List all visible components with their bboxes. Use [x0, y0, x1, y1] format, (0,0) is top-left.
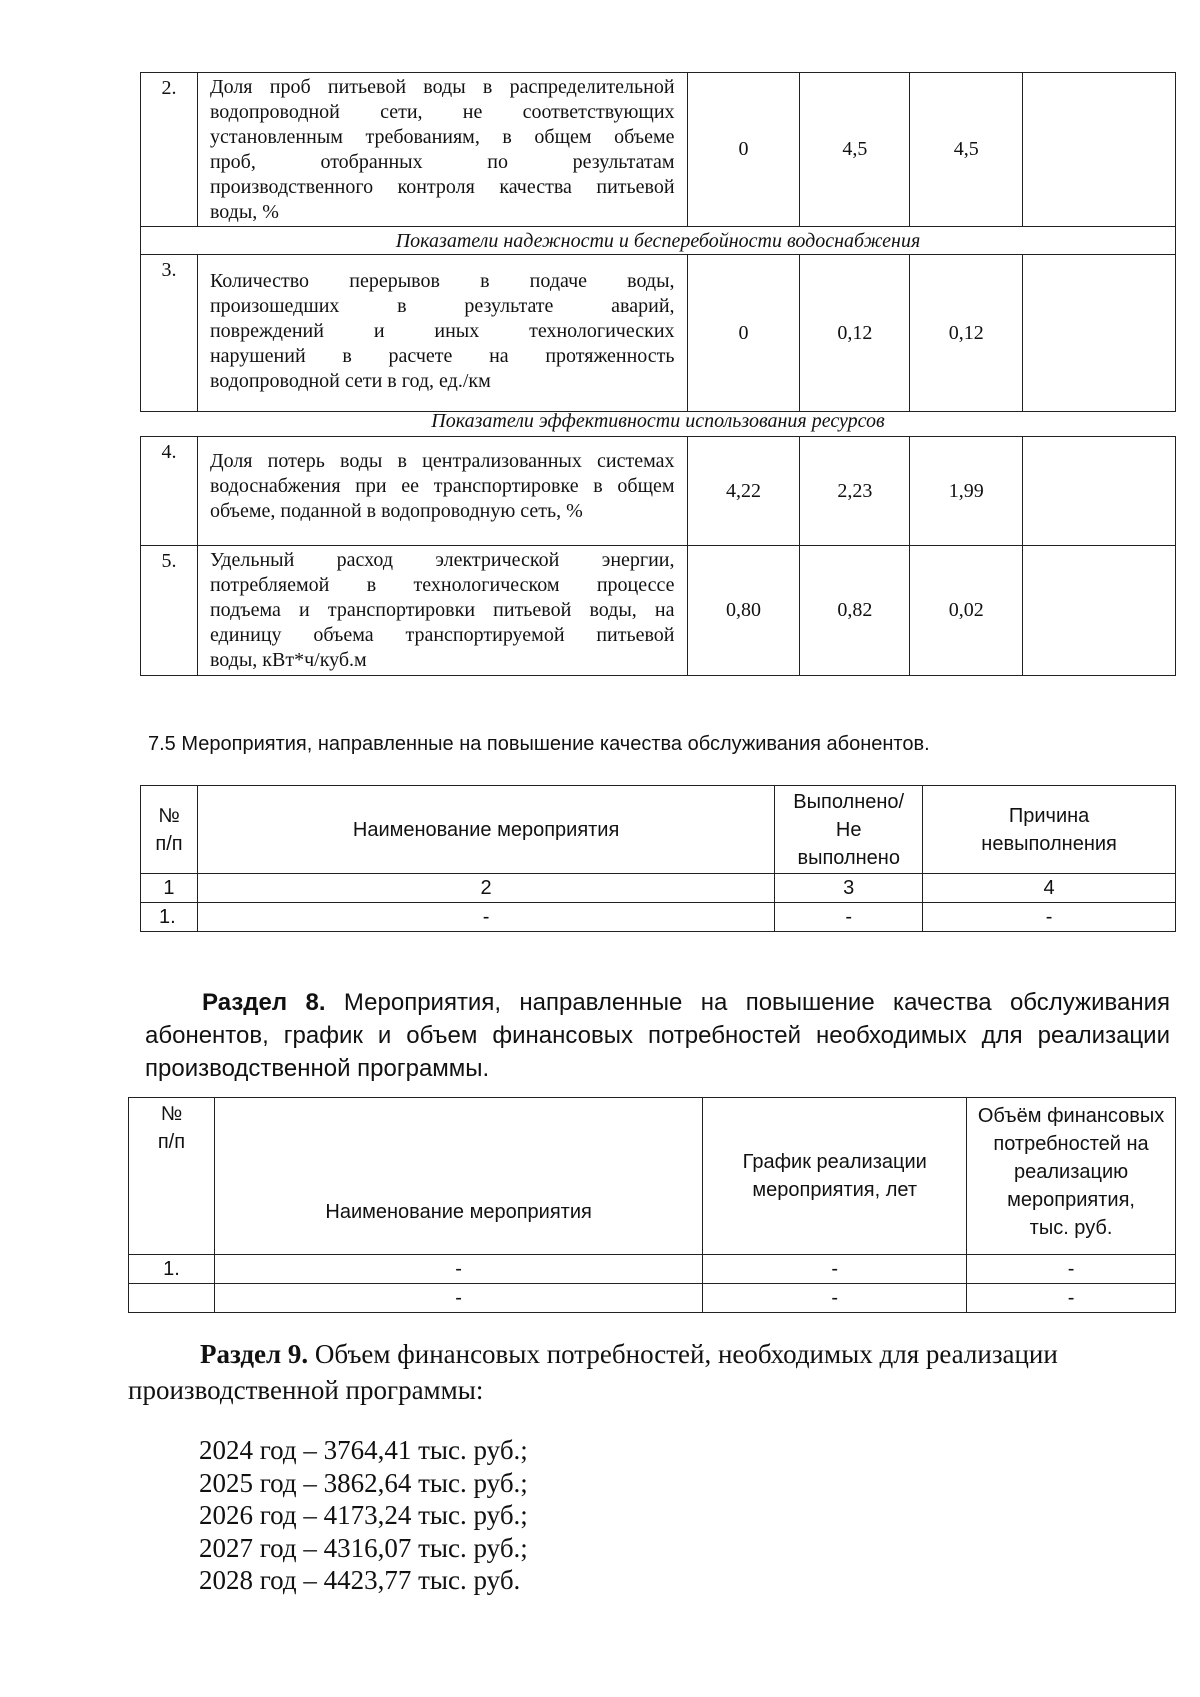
value-cell: 0,12	[910, 255, 1023, 412]
table-row	[141, 73, 1176, 227]
value-cell: 0,12	[800, 255, 910, 412]
header-text: п/п	[157, 1131, 186, 1153]
table-row	[141, 437, 1176, 546]
desc-line: Удельный расход электрической энергии,	[209, 549, 675, 571]
indicator-description	[197, 255, 687, 412]
header-financing	[967, 1098, 1176, 1255]
header-name: Наименование мероприятия	[197, 786, 774, 874]
section-8-text-line: Мероприятия, направленные на повышение качества обслуживания	[343, 989, 1170, 1016]
row-number: 1.	[141, 903, 198, 932]
desc-line: произошедших в результате аварий,	[209, 295, 675, 317]
list-item: 2028 год – 4423,77 тыс. руб.	[199, 1565, 521, 1595]
desc-line: установленным требованиям, в общем объеме	[209, 125, 675, 148]
header-reason	[923, 786, 1176, 874]
desc-line: нарушений в расчете на протяженность	[209, 345, 675, 367]
row-number	[129, 1284, 215, 1313]
value-cell: 0,80	[687, 546, 800, 676]
header-text: №	[160, 1103, 183, 1125]
value-cell	[1023, 255, 1176, 412]
desc-line: водоснабжения при ее транспортировке в общем	[209, 475, 675, 497]
index-cell: 4	[923, 874, 1176, 903]
category-heading: Показатели надежности и бесперебойности водоснабжения	[141, 227, 1176, 255]
header-num	[129, 1098, 215, 1255]
table-row	[129, 1255, 1176, 1284]
desc-line: объеме, поданной в водопроводную сеть, %	[209, 500, 583, 522]
desc-line: водопроводной сети, не соответствующих	[209, 100, 675, 123]
row-number: 5.	[141, 546, 198, 676]
header-text: №	[158, 804, 180, 827]
list-item: 2027 год – 4316,07 тыс. руб.;	[199, 1532, 528, 1563]
index-row	[141, 874, 1176, 903]
indicator-description	[197, 73, 687, 227]
header-text: Выполнено/	[793, 790, 905, 813]
value-cell: 4,22	[687, 437, 800, 546]
index-cell: 3	[775, 874, 923, 903]
section-8-line1	[145, 986, 1170, 1019]
desc-line: единицу объема транспортируемой питьевой	[209, 624, 675, 646]
desc-line: подъема и транспортировки питьевой воды, на	[209, 599, 675, 621]
category-row	[141, 227, 1176, 255]
value-cell: 1,99	[910, 437, 1023, 546]
header-name: Наименование мероприятия	[214, 1098, 702, 1255]
desc-line: воды, кВт*ч/куб.м	[209, 649, 367, 671]
measures-table-7-5	[140, 785, 1176, 932]
category-heading: Показатели эффективности использования ресурсов	[431, 410, 885, 432]
header-text: Причина	[1008, 804, 1090, 827]
header-text: мероприятия, лет	[752, 1179, 918, 1201]
cell: -	[703, 1284, 967, 1313]
header-text: выполнено	[797, 846, 900, 869]
table-row	[129, 1284, 1176, 1313]
list-item: 2024 год – 3764,41 тыс. руб.;	[199, 1435, 528, 1465]
measures-table-8	[128, 1097, 1176, 1313]
list-item: 2026 год – 4173,24 тыс. руб.;	[199, 1500, 528, 1530]
indicators-table-bottom	[140, 436, 1176, 676]
cell: -	[214, 1255, 702, 1284]
desc-line: Доля проб питьевой воды в распределительной	[209, 75, 675, 98]
header-text: Объём финансовых	[977, 1105, 1165, 1127]
header-text: п/п	[155, 832, 183, 855]
desc-line: потребляемой в технологическом процессе	[209, 574, 675, 596]
desc-line: водопроводной сети в год, ед./км	[209, 370, 491, 392]
cell: -	[214, 1284, 702, 1313]
cell: -	[923, 903, 1176, 932]
header-text: тыс. руб.	[1029, 1217, 1113, 1239]
value-cell	[1023, 437, 1176, 546]
section-8-text-line: абонентов, график и объем финансовых потребностей необходимых для реализации	[145, 1022, 1170, 1049]
section-8-label: Раздел 8.	[202, 989, 326, 1016]
cell: -	[775, 903, 923, 932]
index-cell: 2	[197, 874, 774, 903]
table-row	[141, 255, 1176, 412]
header-text: мероприятия,	[1007, 1189, 1135, 1211]
row-number: 3.	[141, 255, 198, 412]
desc-line: производственного контроля качества питьевой	[209, 175, 675, 198]
row-number: 1.	[129, 1255, 215, 1284]
header-num	[141, 786, 198, 874]
cell: -	[967, 1255, 1176, 1284]
value-cell: 0	[687, 255, 800, 412]
section-9-label: Раздел 9.	[200, 1339, 309, 1369]
header-text: Не	[835, 818, 862, 841]
section-9-text	[128, 1336, 1128, 1408]
table-header-row	[129, 1098, 1176, 1255]
value-cell: 0,82	[800, 546, 910, 676]
desc-line: воды, %	[209, 200, 279, 223]
table-header-row	[141, 786, 1176, 874]
table-row	[141, 903, 1176, 932]
desc-line: проб, отобранных по результатам	[209, 150, 675, 173]
row-number: 4.	[141, 437, 198, 546]
table-row	[141, 546, 1176, 676]
section-9-text-line: производственной программы:	[128, 1375, 484, 1405]
cell: -	[197, 903, 774, 932]
value-cell	[1023, 73, 1176, 227]
header-text: невыполнения	[981, 832, 1117, 855]
desc-line: Доля потерь воды в централизованных системах	[209, 450, 675, 472]
cell: -	[703, 1255, 967, 1284]
index-cell: 1	[141, 874, 198, 903]
financing-by-year-list	[199, 1434, 528, 1597]
header-done	[775, 786, 923, 874]
indicators-table-top	[140, 72, 1176, 412]
value-cell: 2,23	[800, 437, 910, 546]
desc-line: Количество перерывов в подаче воды,	[209, 270, 675, 292]
indicator-description	[197, 546, 687, 676]
value-cell: 4,5	[910, 73, 1023, 227]
section-9-line1	[128, 1336, 1128, 1372]
row-number: 2.	[141, 73, 198, 227]
value-cell: 0,02	[910, 546, 1023, 676]
desc-line: повреждений и иных технологических	[209, 320, 675, 342]
value-cell: 4,5	[800, 73, 910, 227]
header-text: потребностей на	[993, 1133, 1149, 1155]
indicator-description	[197, 437, 687, 546]
cell: -	[967, 1284, 1176, 1313]
section-7-5-heading: 7.5 Мероприятия, направленные на повышение качества обслуживания абонентов.	[148, 733, 930, 755]
section-8-text	[145, 986, 1170, 1085]
header-text: График реализации	[742, 1151, 927, 1173]
value-cell: 0	[687, 73, 800, 227]
header-schedule	[703, 1098, 967, 1255]
section-8-text-line: производственной программы.	[145, 1055, 490, 1082]
value-cell	[1023, 546, 1176, 676]
section-9-text-line: Объем финансовых потребностей, необходимых для реализации	[314, 1339, 1058, 1369]
list-item: 2025 год – 3862,64 тыс. руб.;	[199, 1467, 528, 1498]
header-text: реализацию	[1013, 1161, 1129, 1183]
